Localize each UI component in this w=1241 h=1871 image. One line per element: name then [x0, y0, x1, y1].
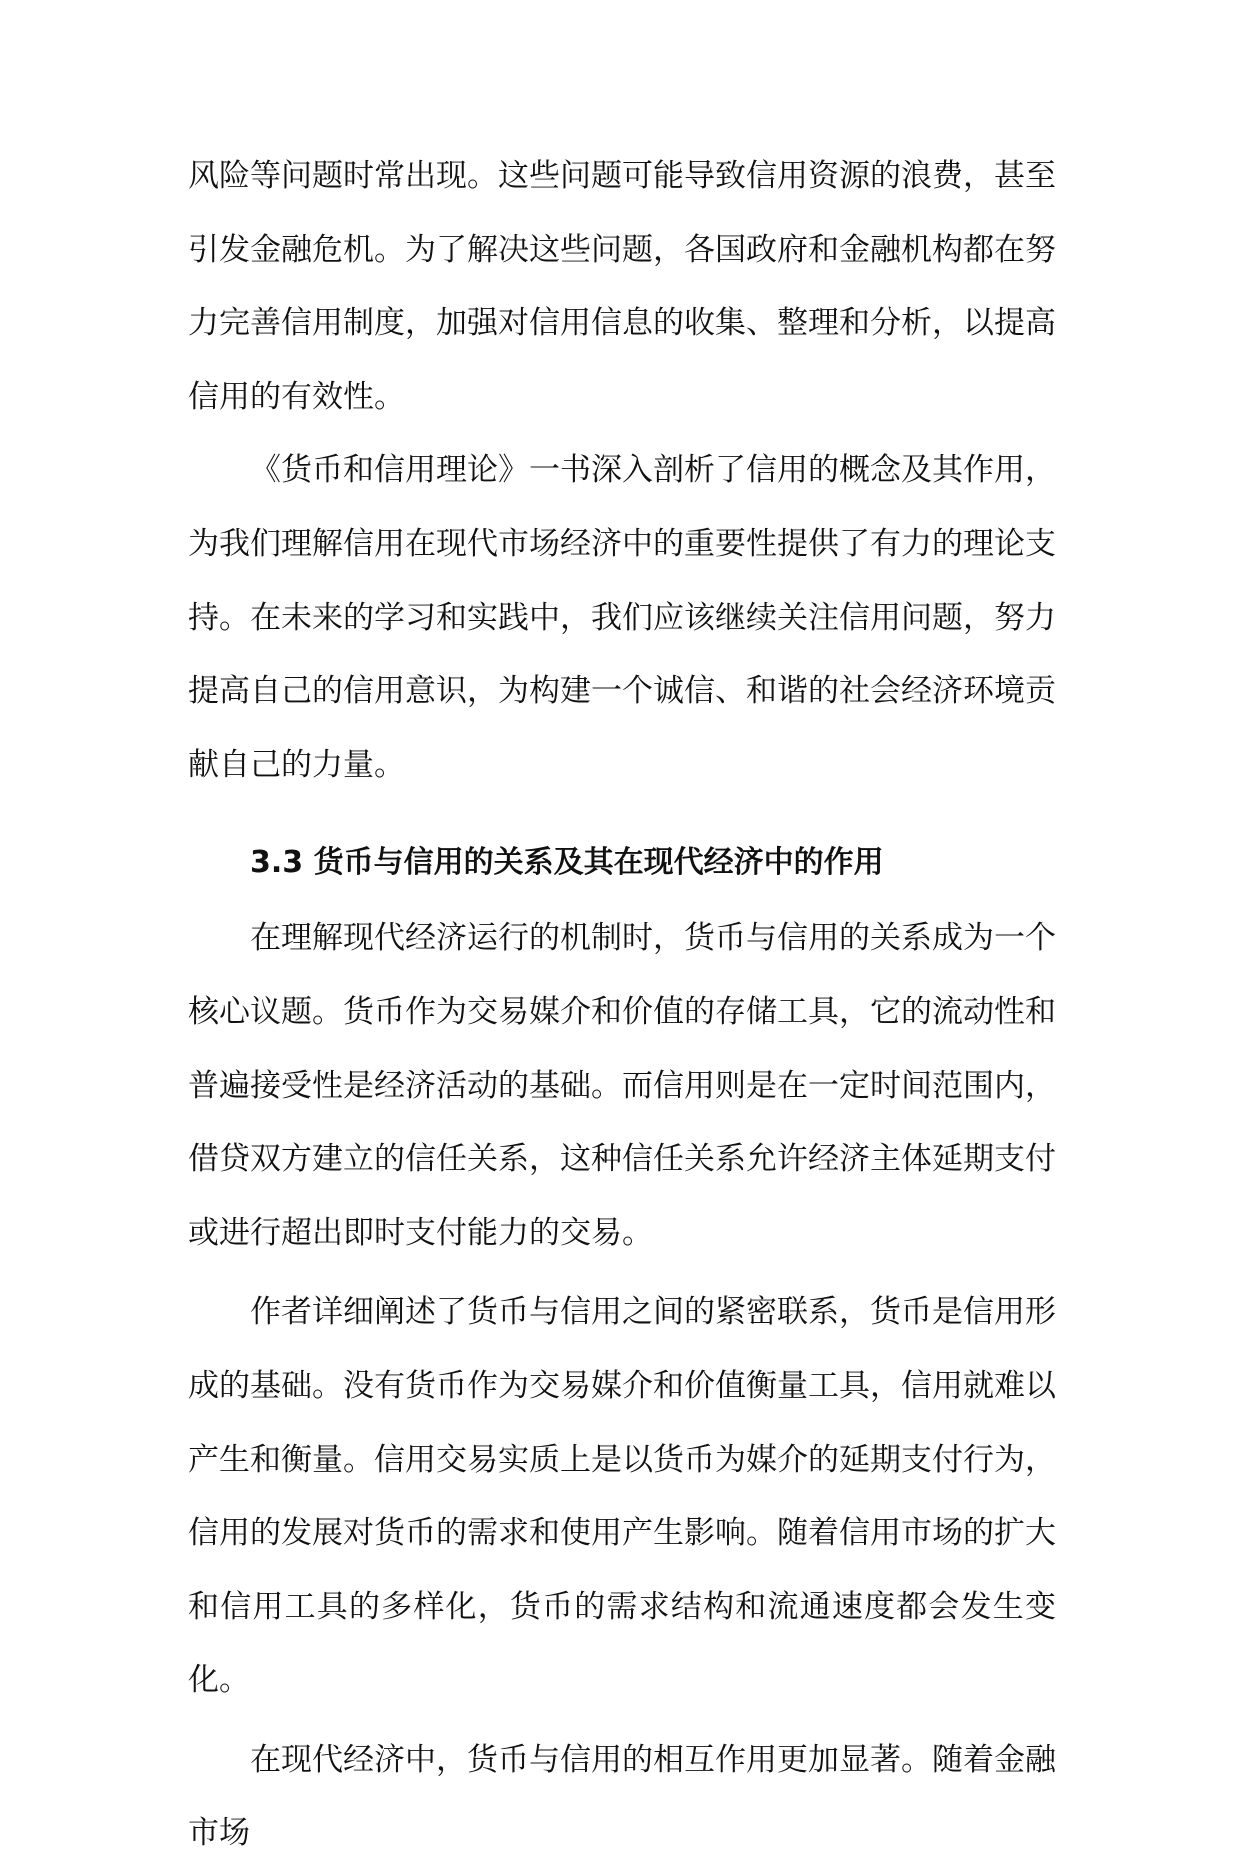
document-body [188, 140, 1056, 1871]
section-paragraph-1: 在理解现代经济运行的机制时，货币与信用的关系成为一个核心议题。货币作为交易媒介和价值的存储工具，它的流动性和普遍接受性是经济活动的基础。而信用则是在一定时间范围内，借贷双方建立的信任关系，这种信任关系允许经济主体延期支付或进行超出即时支付能力的交易。 [188, 920, 1056, 1251]
section-paragraph-3: 在现代经济中，货币与信用的相互作用更加显著。随着金融市场 [188, 1741, 1056, 1852]
paragraph-book-summary: 《货币和信用理论》一书深入剖析了信用的概念及其作用，为我们理解信用在现代市场经济中的重要性提供了有力的理论支持。在未来的学习和实践中，我们应该继续关注信用问题，努力提高自己的信用意识，为构建一个诚信、和谐的社会经济环境贡献自己的力量。 [188, 452, 1056, 783]
section-paragraph-2: 作者详细阐述了货币与信用之间的紧密联系，货币是信用形成的基础。没有货币作为交易媒介和价值衡量工具，信用就难以产生和衡量。信用交易实质上是以货币为媒介的延期支付行为，信用的发展对货币的需求和使用产生影响。随着信用市场的扩大和信用工具的多样化，货币的需求结构和流通速度都会发生变化。 [188, 1294, 1056, 1699]
section-heading: 3.3 货币与信用的关系及其在现代经济中的作用 [250, 845, 884, 881]
paragraph-continued: 风险等问题时常出现。这些问题可能导致信用资源的浪费，甚至引发金融危机。为了解决这些问题，各国政府和金融机构都在努力完善信用制度，加强对信用信息的收集、整理和分析，以提高信用的有效性。 [188, 158, 1056, 415]
